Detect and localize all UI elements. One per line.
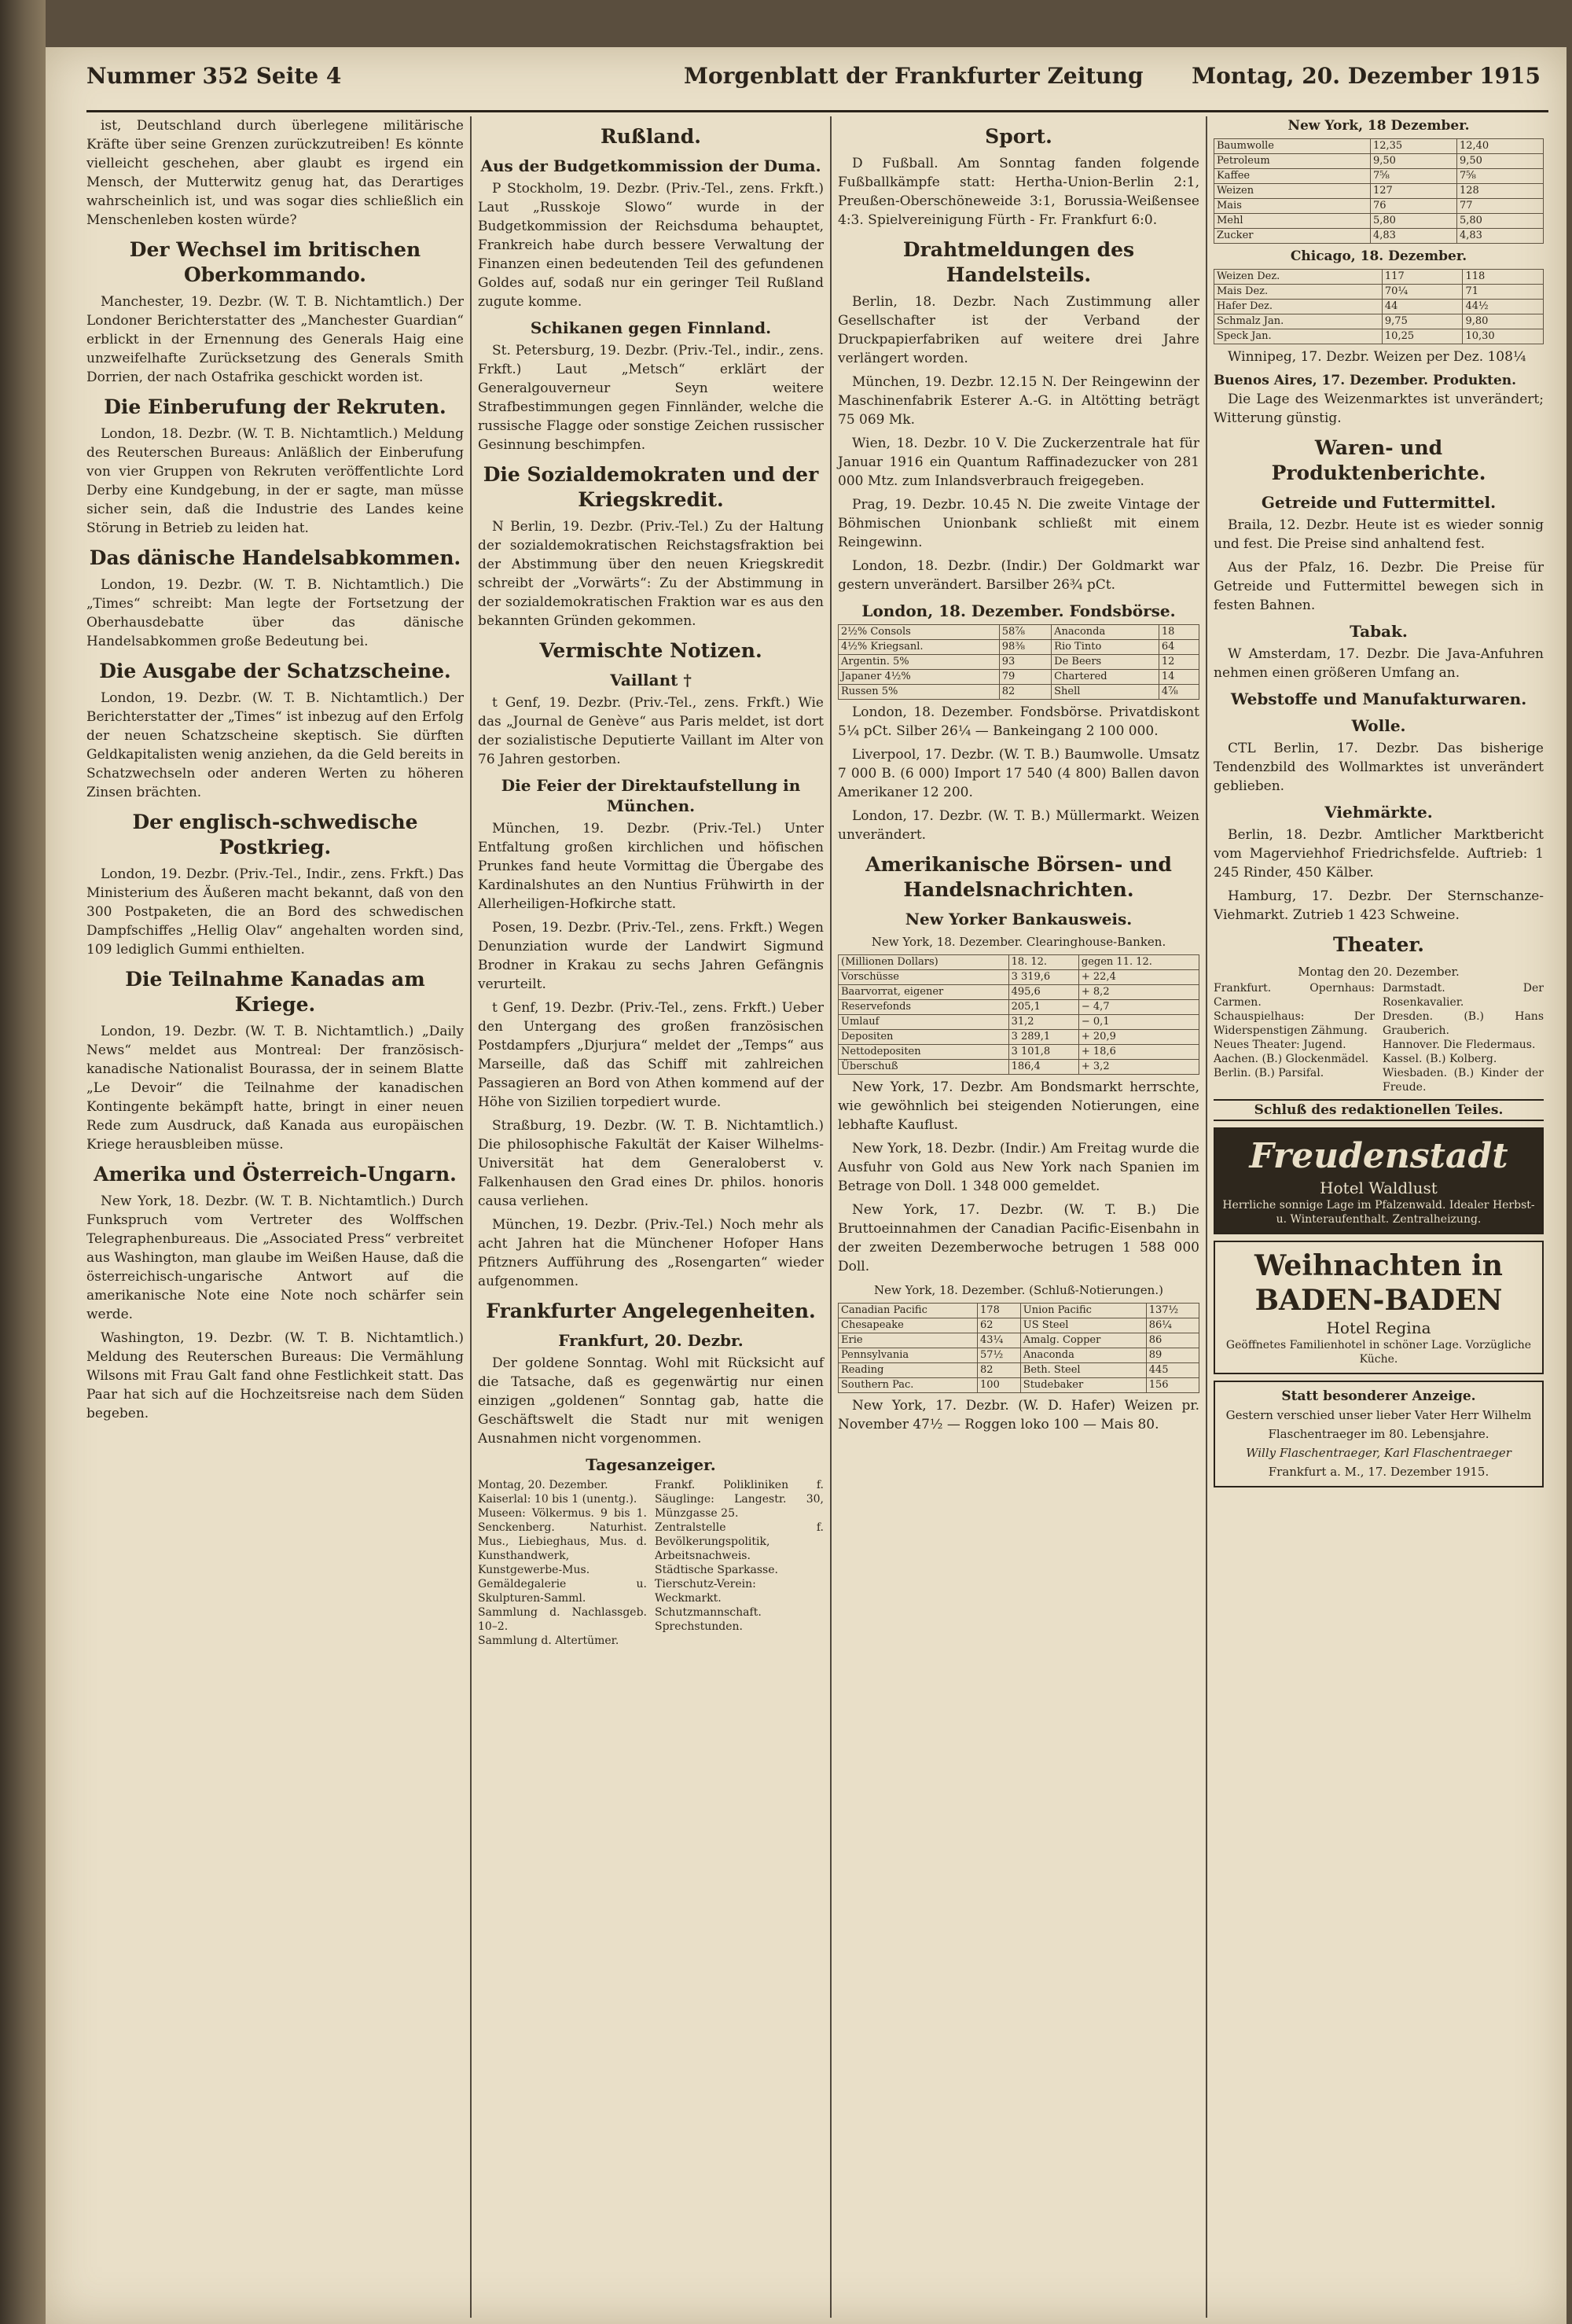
article-text: t Genf, 19. Dezbr. (Priv.-Tel., zens. Frkft.) Wie das „Journal de Genève“ aus Paris meldet, ist dort der sozialistische Deputierte Vaillant im Alter von 76 Jahren gestorben. xyxy=(478,695,824,767)
column-header: gegen 11. 12. xyxy=(1078,955,1199,970)
notice-text: Gestern verschied unser lieber Vater Herr Wilhelm Flaschentraeger im 80. Lebensjahre. xyxy=(1225,1408,1532,1441)
article-text: London, 19. Dezbr. (W. T. B. Nichtamtlich.) Der Berichterstatter der „Times“ ist inbezug auf den Erfolg der neuen Schatzscheine skeptisch. Sie dürften Geldkapitalisten wenig anziehen, da die Geld bereits in Schatzwechseln oder anderen Werten zu höheren Zinsen brächten. xyxy=(86,690,464,800)
london-fonds-table xyxy=(838,624,1199,700)
chicago-table xyxy=(1214,269,1544,344)
headline: Frankfurter Angelegenheiten. xyxy=(486,1300,816,1322)
table-row xyxy=(839,970,1199,985)
table-cell: 18 xyxy=(1159,625,1199,640)
table-cell: 82 xyxy=(999,685,1051,700)
notice-title: Statt besonderer Anzeige. xyxy=(1281,1388,1476,1404)
article-text: Washington, 19. Dezbr. (W. T. B. Nichtamtlich.) Meldung des Reuterschen Bureaus: Die Vermählung Wilsons mit Frau Galt fand ohne Festlichkeit statt. Das Paar hat sich auf die Hochzeitsreise nach dem Süden begeben. xyxy=(86,1330,464,1421)
table-row xyxy=(839,1318,1199,1333)
article-text: Berlin, 18. Dezbr. Nach Zustimmung aller Gesellschafter ist der Verband der Druckpapierfabriken auf weitere drei Jahre verlängert worden. xyxy=(838,294,1199,366)
table-cell: Russen 5% xyxy=(839,685,1000,700)
table-row xyxy=(839,685,1199,700)
table-row xyxy=(1214,214,1544,229)
table-cell: 127 xyxy=(1370,184,1456,199)
headline: Die Sozialdemokraten und der Kriegskredit. xyxy=(483,463,819,511)
article-text: D Fußball. Am Sonntag fanden folgende Fußballkämpfe statt: Hertha-Union-Berlin 2:1, Preußen-Oberschöneweide 3:1, Borussia-Weißensee 4:3. Spielvereinigung Fürth - Fr. Frankfurt 6:0. xyxy=(838,156,1199,228)
headline: Vermischte Notizen. xyxy=(539,639,762,662)
table-row xyxy=(839,1333,1199,1348)
ad-text: Herrliche sonnige Lage im Pfalzenwald. Idealer Herbst- u. Winteraufenthalt. Zentralheizung. xyxy=(1222,1199,1535,1226)
table-cell: Shell xyxy=(1052,685,1159,700)
table-cell: Mehl xyxy=(1214,214,1371,229)
table-title: New York, 18 Dezember. xyxy=(1287,118,1470,134)
article-text: Winnipeg, 17. Dezbr. Weizen per Dez. 108¼ xyxy=(1228,349,1526,365)
table-cell: 76 xyxy=(1370,199,1456,214)
death-notice xyxy=(1214,1381,1544,1487)
table-cell: 12 xyxy=(1159,655,1199,670)
article-text: London, 19. Dezbr. (Priv.-Tel., Indir., zens. Frkft.) Das Ministerium des Äußeren macht bekannt, daß von den 300 Postpaketen, die an Bord des schwedischen Dampfschiffes „Hellig Olav“ angehalten worden sind, 109 lediglich Gummi enthielten. xyxy=(86,866,464,958)
table-cell: Mais Dez. xyxy=(1214,285,1383,300)
article-text: Hamburg, 17. Dezbr. Der Sternschanze-Viehmarkt. Zutrieb 1 423 Schweine. xyxy=(1214,888,1544,923)
headline: Der Wechsel im britischen Oberkommando. xyxy=(129,238,421,286)
article-text: München, 19. Dezbr. (Priv.-Tel.) Unter Entfaltung großen kirchlichen und höfischen Prunkes fand heute Vormittag die Übergabe des Kardinalshutes an den Nuntius Frühwirth in der Allerheiligen-Hofkirche statt. xyxy=(478,821,824,912)
table-cell: Studebaker xyxy=(1020,1378,1146,1393)
table-cell: 117 xyxy=(1382,270,1463,285)
table-cell: 178 xyxy=(978,1304,1021,1318)
editorial-end-note: Schluß des redaktionellen Teiles. xyxy=(1214,1099,1544,1121)
table-row xyxy=(1214,169,1544,184)
table-cell: Chesapeake xyxy=(839,1318,978,1333)
table-cell: 7⅝ xyxy=(1456,169,1543,184)
table-cell: 58⅞ xyxy=(999,625,1051,640)
table-row xyxy=(839,655,1199,670)
tagesanzeiger xyxy=(478,1478,824,1648)
table-cell: + 18,6 xyxy=(1078,1045,1199,1060)
article-text: Wien, 18. Dezbr. 10 V. Die Zuckerzentrale hat für Januar 1916 ein Quantum Raffinadezucker von 281 000 Mtz. zum Inlandsverbrauch freigegeben. xyxy=(838,436,1199,489)
theater-line: Berlin. (B.) Parsifal. xyxy=(1214,1067,1324,1079)
listing-line: Gemäldegalerie u. Skulpturen-Samml. xyxy=(478,1578,647,1605)
table-cell: 3 319,6 xyxy=(1008,970,1078,985)
article-text: t Genf, 19. Dezbr. (Priv.-Tel., zens. Frkft.) Ueber den Untergang des großen französischen Postdampfers „Djurjura“ meldet der „Temps“ aus Marseille, daß das Schiff mit zahlreichen Passagieren an Bord von Athen kommend auf der Höhe von Sizilien torpediert wurde. xyxy=(478,1000,824,1110)
table-cell: 10,25 xyxy=(1382,329,1463,344)
table-cell: 93 xyxy=(999,655,1051,670)
article-text: New York, 17. Dezbr. (W. T. B.) Die Bruttoeinnahmen der Canadian Pacific-Eisenbahn in der zweiten Dezemberwoche betrugen 1 588 000 Doll. xyxy=(838,1202,1199,1274)
table-cell: 2½% Consols xyxy=(839,625,1000,640)
table-cell: 98⅜ xyxy=(999,640,1051,655)
table-cell: Schmalz Jan. xyxy=(1214,314,1383,329)
paper-name: Morgenblatt der Frankfurter Zeitung xyxy=(684,63,1144,89)
subheadline: Frankfurt, 20. Dezbr. xyxy=(558,1331,744,1350)
table-cell: Vorschüsse xyxy=(839,970,1009,985)
table-cell: Baumwolle xyxy=(1214,139,1371,154)
column-3 xyxy=(838,116,1199,1439)
table-cell: 9,80 xyxy=(1463,314,1544,329)
table-cell: 12,40 xyxy=(1456,139,1543,154)
table-cell: Amalg. Copper xyxy=(1020,1333,1146,1348)
table-cell: 9,50 xyxy=(1456,154,1543,169)
article-text: St. Petersburg, 19. Dezbr. (Priv.-Tel., indir., zens. Frkft.) Laut „Metsch“ erklärt der Generalgouverneur Seyn weitere Strafbestimmungen gegen Finnländer, welche die russische Flagge oder sonstige Zeichen russischer Gesinnung beschimpfen. xyxy=(478,343,824,453)
table-cell: 12,35 xyxy=(1370,139,1456,154)
theater-listings xyxy=(1214,981,1544,1094)
listing-line: Museen: Völkermus. 9 bis 1. Senckenberg. Naturhist. Mus., Liebieghaus, Mus. d. Kunsthandwerk, Kunstgewerbe-Mus. xyxy=(478,1507,647,1576)
table-cell: Baarvorrat, eigener xyxy=(839,985,1009,1000)
column-header: 18. 12. xyxy=(1008,955,1078,970)
headline: Die Einberufung der Rekruten. xyxy=(104,395,446,418)
headline: Die Ausgabe der Schatzscheine. xyxy=(99,660,451,682)
ad-subtitle: Hotel Waldlust xyxy=(1320,1179,1438,1197)
theater-line: Hannover. Die Fledermaus. xyxy=(1383,1039,1536,1051)
headline: Amerika und Österreich-Ungarn. xyxy=(94,1163,457,1186)
table-cell: 10,30 xyxy=(1463,329,1544,344)
listing-line: Städtische Sparkasse. xyxy=(655,1564,778,1576)
theater-line: Dresden. (B.) Hans Grauberich. xyxy=(1383,1010,1544,1037)
article-text: Der goldene Sonntag. Wohl mit Rücksicht auf die Tatsache, daß es gegenwärtig nur einen einzigen „goldenen“ Sonntag gab, hatte die Geschäftswelt die Stadt nur mit wenigen Ausnahmen nicht vorgenommen. xyxy=(478,1355,824,1447)
theater-date: Montag den 20. Dezember. xyxy=(1298,965,1460,979)
issue-date: Montag, 20. Dezember 1915 xyxy=(1192,63,1541,89)
article-text: New York, 17. Dezbr. Am Bondsmarkt herrschte, wie gewöhnlich bei steigenden Notierungen, eine lebhafte Kauflust. xyxy=(838,1079,1199,1133)
article-text: CTL Berlin, 17. Dezbr. Das bisherige Tendenzbild des Wollmarktes ist unverändert geblieben. xyxy=(1214,741,1544,794)
table-cell: 4,83 xyxy=(1370,229,1456,244)
table-cell: + 20,9 xyxy=(1078,1030,1199,1045)
table-cell: + 8,2 xyxy=(1078,985,1199,1000)
article-text: London, 19. Dezbr. (W. T. B. Nichtamtlich.) Die „Times“ schreibt: Man legte der Fortsetzung der Oberhausdebatte über das dänische Handelsabkommen große Bedeutung bei. xyxy=(86,577,464,649)
table-cell: 100 xyxy=(978,1378,1021,1393)
subheadline: Wolle. xyxy=(1351,716,1406,735)
theater-line: Aachen. (B.) Glockenmädel. xyxy=(1214,1053,1369,1065)
table-cell: Depositen xyxy=(839,1030,1009,1045)
baden-advertisement xyxy=(1214,1241,1544,1374)
column-4 xyxy=(1214,116,1544,1494)
subheadline: Webstoffe und Manufakturwaren. xyxy=(1230,689,1527,708)
article-text: Braila, 12. Dezbr. Heute ist es wieder sonnig und fest. Die Preise sind anhaltend fest. xyxy=(1214,517,1544,552)
subheadline: Aus der Budgetkommission der Duma. xyxy=(480,156,821,175)
closing-quotes-table xyxy=(838,1303,1199,1393)
article-lead: ist, Deutschland durch überlegene militärische Kräfte über seine Grenzen zurückzutreiben! Es könnte vielleicht geschehen, aber glaubt es irgend ein Mensch, der Mutterwitz genug hat, das Derartiges wahrscheinlich ist, und was sogar dies schließlich ein Menschenleben kosten würde? xyxy=(86,118,464,228)
table-cell: Southern Pac. xyxy=(839,1378,978,1393)
ad-subtitle: Hotel Regina xyxy=(1326,1318,1431,1337)
table-cell: 43¼ xyxy=(978,1333,1021,1348)
table-row xyxy=(839,1030,1199,1045)
article-text: New York, 17. Dezbr. (W. D. Hafer) Weizen pr. November 47½ — Roggen loko 100 — Mais 80. xyxy=(838,1398,1199,1432)
column-rule xyxy=(470,116,472,2318)
table-title: Chicago, 18. Dezember. xyxy=(1290,248,1467,264)
table-row xyxy=(839,1000,1199,1015)
table-row xyxy=(839,625,1199,640)
article-text: Aus der Pfalz, 16. Dezbr. Die Preise für Getreide und Futtermittel bewegen sich in festen Bahnen. xyxy=(1214,560,1544,613)
ad-headline: Freudenstadt xyxy=(1249,1136,1508,1176)
table-cell: 31,2 xyxy=(1008,1015,1078,1030)
table-cell: Japaner 4½% xyxy=(839,670,1000,685)
subheadline: Vaillant † xyxy=(610,671,692,689)
table-cell: Chartered xyxy=(1052,670,1159,685)
listing-line: Montag, 20. Dezember. xyxy=(478,1479,608,1491)
table-row xyxy=(839,985,1199,1000)
table-cell: Anaconda xyxy=(1052,625,1159,640)
table-cell: Zucker xyxy=(1214,229,1371,244)
table-cell: 86 xyxy=(1146,1333,1199,1348)
table-cell: 7⅝ xyxy=(1370,169,1456,184)
article-text: London, 18. Dezember. Fondsbörse. Privatdiskont 5¼ pCt. Silber 26¼ — Bankeingang 2 100 000. xyxy=(838,704,1199,739)
table-cell: + 22,4 xyxy=(1078,970,1199,985)
listing-line: Tierschutz-Verein: Weckmarkt. xyxy=(655,1578,756,1605)
table-row xyxy=(1214,199,1544,214)
subheadline: Tabak. xyxy=(1350,622,1408,641)
table-cell: 89 xyxy=(1146,1348,1199,1363)
page-number: Nummer 352 Seite 4 xyxy=(86,63,342,89)
table-row xyxy=(1214,300,1544,314)
theater-headline: Theater. xyxy=(1333,933,1424,956)
table-cell: 4,83 xyxy=(1456,229,1543,244)
table-cell: Petroleum xyxy=(1214,154,1371,169)
headline: Die Teilnahme Kanadas am Kriege. xyxy=(125,968,425,1016)
table-cell: 14 xyxy=(1159,670,1199,685)
table-cell: 445 xyxy=(1146,1363,1199,1378)
hotel-advertisement xyxy=(1214,1127,1544,1234)
table-cell: 3 289,1 xyxy=(1008,1030,1078,1045)
theater-line: Frankfurt. Opernhaus: Carmen. xyxy=(1214,982,1375,1009)
table-cell: 9,50 xyxy=(1370,154,1456,169)
table-cell: Weizen xyxy=(1214,184,1371,199)
subheadline: Die Feier der Direktaufstellung in München. xyxy=(501,776,801,815)
subheadline: Tagesanzeiger. xyxy=(586,1455,716,1474)
table-row xyxy=(1214,329,1544,344)
listing-line: Sprechstunden. xyxy=(655,1620,743,1633)
subheadline: Getreide und Futtermittel. xyxy=(1261,493,1497,512)
table-cell: US Steel xyxy=(1020,1318,1146,1333)
notice-signature: Willy Flaschentraeger, Karl Flaschentraeger xyxy=(1246,1446,1511,1460)
article-text: München, 19. Dezbr. 12.15 N. Der Reingewinn der Maschinenfabrik Esterer A.-G. in Altötting beträgt 75 069 Mk. xyxy=(838,374,1199,428)
column-2 xyxy=(478,116,824,1648)
table-row xyxy=(1214,270,1544,285)
listing-line: Zentralstelle f. Bevölkerungspolitik, Arbeitsnachweis. xyxy=(655,1521,824,1562)
headline: Waren- und Produktenberichte. xyxy=(1271,436,1486,484)
listing-line: Frankf. Polikliniken f. Säuglinge: Langestr. 30, Münzgasse 25. xyxy=(655,1479,824,1520)
ad-text: Geöffnetes Familienhotel in schöner Lage. Vorzügliche Küche. xyxy=(1225,1339,1532,1366)
table-title: New York, 18. Dezember. (Schluß-Notierungen.) xyxy=(874,1283,1163,1297)
article-text: W Amsterdam, 17. Dezbr. Die Java-Anfuhren nehmen einen größeren Umfang an. xyxy=(1214,646,1544,681)
masthead-rule xyxy=(86,110,1548,112)
article-text: London, 18. Dezbr. (W. T. B. Nichtamtlich.) Meldung des Reuterschen Bureaus: Anläßlich der Einberufung von vier Gruppen von Rekruten veröffentlichte Lord Derby eine Kundgebung, in der er sagte, man müsse sicher sein, daß die Industrie des Landes keine Störung in Betrieb zu leiden hat. xyxy=(86,426,464,536)
headline: Der englisch-schwedische Postkrieg. xyxy=(132,811,418,859)
subheadline: Viehmärkte. xyxy=(1324,803,1433,822)
table-cell: 128 xyxy=(1456,184,1543,199)
listing-line: Schutzmannschaft. xyxy=(655,1606,762,1619)
table-cell: − 4,7 xyxy=(1078,1000,1199,1015)
book-binding xyxy=(0,0,46,2324)
table-cell: Rio Tinto xyxy=(1052,640,1159,655)
headline: Amerikanische Börsen- und Handelsnachrichten. xyxy=(865,853,1172,901)
headline: Sport. xyxy=(985,125,1052,148)
table-cell: 4½% Kriegsanl. xyxy=(839,640,1000,655)
column-1 xyxy=(86,116,464,1428)
listing-line: Sammlung d. Altertümer. xyxy=(478,1635,619,1647)
listing-line: Kaiserlal: 10 bis 1 (unentg.). xyxy=(478,1493,637,1506)
article-text: Posen, 19. Dezbr. (Priv.-Tel., zens. Frkft.) Wegen Denunziation wurde der Landwirt Sigmund Brodner in Krakau zu sechs Jahren Gefängnis verurteilt. xyxy=(478,920,824,992)
article-text: P Stockholm, 19. Dezbr. (Priv.-Tel., zens. Frkft.) Laut „Russkoje Slowo“ wurde in der Budgetkommission der Reichsduma behauptet, Frankreich habe durch bessere Verwaltung der Finanzen einen bedeutenden Teil des gefundenen Goldes auf, sodaß nur ein geringer Teil Rußland zugute komme. xyxy=(478,181,824,310)
table-cell: Pennsylvania xyxy=(839,1348,978,1363)
article-text: München, 19. Dezbr. (Priv.-Tel.) Noch mehr als acht Jahren hat die Münchener Hofoper Hans Pfitzners Aufführung des „Rosengarten“ wieder aufgenommen. xyxy=(478,1217,824,1289)
table-cell: 57½ xyxy=(978,1348,1021,1363)
column-header: (Millionen Dollars) xyxy=(839,955,1009,970)
table-row xyxy=(1214,285,1544,300)
table-cell: 62 xyxy=(978,1318,1021,1333)
table-cell: Nettodepositen xyxy=(839,1045,1009,1060)
table-row xyxy=(839,670,1199,685)
table-cell: 3 101,8 xyxy=(1008,1045,1078,1060)
theater-line: Schauspielhaus: Der Widerspenstigen Zähmung. xyxy=(1214,1010,1375,1037)
table-cell: Umlauf xyxy=(839,1015,1009,1030)
table-cell: Erie xyxy=(839,1333,978,1348)
table-cell: Canadian Pacific xyxy=(839,1304,978,1318)
theater-line: Neues Theater: Jugend. xyxy=(1214,1039,1346,1051)
theater-line: Darmstadt. Der Rosenkavalier. xyxy=(1383,982,1544,1009)
table-cell: Weizen Dez. xyxy=(1214,270,1383,285)
ad-headline: Weihnachten in BADEN-BADEN xyxy=(1254,1249,1503,1317)
table-cell: 44½ xyxy=(1463,300,1544,314)
table-cell: 186,4 xyxy=(1008,1060,1078,1075)
table-cell: 9,75 xyxy=(1382,314,1463,329)
table-row xyxy=(1214,184,1544,199)
table-cell: + 3,2 xyxy=(1078,1060,1199,1075)
table-row xyxy=(839,1348,1199,1363)
table-row xyxy=(839,1015,1199,1030)
listing-line: Sammlung d. Nachlassgeb. 10–2. xyxy=(478,1606,647,1633)
article-text: London, 19. Dezbr. (W. T. B. Nichtamtlich.) „Daily News“ meldet aus Montreal: Der französisch-kanadische Nationalist Bourassa, der in seinem Blatte „Le Devoir“ die Teilnahme der kanadischen Kontingente bekämpft hatte, bringt in einer neuen Rede zum Ausdruck, daß Kanada aus europäischen Kriege herausbleiben müsse. xyxy=(86,1024,464,1153)
table-row xyxy=(839,1045,1199,1060)
table-cell: Mais xyxy=(1214,199,1371,214)
table-cell: Kaffee xyxy=(1214,169,1371,184)
table-cell: Hafer Dez. xyxy=(1214,300,1383,314)
table-cell: 5,80 xyxy=(1370,214,1456,229)
article-text: Liverpool, 17. Dezbr. (W. T. B.) Baumwolle. Umsatz 7 000 B. (6 000) Import 17 540 (4 800) Ballen davon Amerikaner 12 200. xyxy=(838,747,1199,800)
headline: Rußland. xyxy=(600,125,701,148)
table-row xyxy=(839,640,1199,655)
table-cell: 82 xyxy=(978,1363,1021,1378)
theater-line: Wiesbaden. (B.) Kinder der Freude. xyxy=(1383,1067,1544,1094)
article-text: N Berlin, 19. Dezbr. (Priv.-Tel.) Zu der Haltung der sozialdemokratischen Reichstagsfraktion bei der Abstimmung über den neuen Kriegskredit schreibt der „Vorwärts“: Zu der Abstimmung in der sozialdemokratischen Fraktion war es aus den bekannten Gründen gekommen. xyxy=(478,519,824,629)
new-york-commodity-table xyxy=(1214,138,1544,244)
table-cell: 86¼ xyxy=(1146,1318,1199,1333)
article-text: Die Lage des Weizenmarktes ist unverändert; Witterung günstig. xyxy=(1214,392,1544,426)
article-text: Manchester, 19. Dezbr. (W. T. B. Nichtamtlich.) Der Londoner Berichterstatter des „Manchester Guardian“ erblickt in der Ernennung des Generals Haig eine unzweifelhafte Zurücksetzung des Generals Smith Dorrien, der nach Ostafrika geschickt worden ist. xyxy=(86,294,464,385)
article-text: Prag, 19. Dezbr. 10.45 N. Die zweite Vintage der Böhmischen Unionbank schließt mit einem Reingewinn. xyxy=(838,497,1199,550)
table-cell: 79 xyxy=(999,670,1051,685)
table-row xyxy=(839,1304,1199,1318)
table-cell: − 0,1 xyxy=(1078,1015,1199,1030)
headline: Drahtmeldungen des Handelsteils. xyxy=(902,238,1135,286)
table-cell: 5,80 xyxy=(1456,214,1543,229)
table-cell: Anaconda xyxy=(1020,1348,1146,1363)
subheadline: New Yorker Bankausweis. xyxy=(905,910,1133,928)
table-row xyxy=(1214,314,1544,329)
table-cell: Beth. Steel xyxy=(1020,1363,1146,1378)
subheadline: Schikanen gegen Finnland. xyxy=(530,318,772,337)
table-cell: De Beers xyxy=(1052,655,1159,670)
article-text: Berlin, 18. Dezbr. Amtlicher Marktbericht vom Magerviehhof Friedrichsfelde. Auftrieb: 1 245 Rinder, 450 Kälber. xyxy=(1214,827,1544,881)
column-rule xyxy=(830,116,832,2318)
table-cell: 70¼ xyxy=(1382,285,1463,300)
table-cell: 156 xyxy=(1146,1378,1199,1393)
table-cell: 71 xyxy=(1463,285,1544,300)
article-text: New York, 18. Dezbr. (Indir.) Am Freitag wurde die Ausfuhr von Gold aus New York nach Spanien im Betrage von Doll. 1 348 000 gemeldet. xyxy=(838,1141,1199,1194)
table-cell: Reading xyxy=(839,1363,978,1378)
tagesanzeiger-right xyxy=(655,1478,824,1648)
market-title: Buenos Aires, 17. Dezember. Produkten. xyxy=(1214,373,1517,388)
table-cell: Union Pacific xyxy=(1020,1304,1146,1318)
table-cell: 205,1 xyxy=(1008,1000,1078,1015)
table-cell: 64 xyxy=(1159,640,1199,655)
table-cell: Reservefonds xyxy=(839,1000,1009,1015)
table-cell: 495,6 xyxy=(1008,985,1078,1000)
article-text: Straßburg, 19. Dezbr. (W. T. B. Nichtamtlich.) Die philosophische Fakultät der Kaiser Wilhelms-Universität hat dem Generaloberst v. Falkenhausen den Grad eines Dr. philos. honoris causa verliehen. xyxy=(478,1118,824,1209)
table-cell: Speck Jan. xyxy=(1214,329,1383,344)
headline: Das dänische Handelsabkommen. xyxy=(89,546,461,569)
table-row xyxy=(1214,229,1544,244)
article-text: London, 17. Dezbr. (W. T. B.) Müllermarkt. Weizen unverändert. xyxy=(838,808,1199,843)
table-row xyxy=(839,1378,1199,1393)
table-cell: 137½ xyxy=(1146,1304,1199,1318)
article-text: New York, 18. Dezbr. (W. T. B. Nichtamtlich.) Durch Funkspruch vom Vertreter des Wolffschen Telegraphenbureaus. Die „Associated Press“ verbreitet aus Washington, man glaube im Weißen Hause, daß die österreichisch-ungarische Antwort auf die amerikanische Note eine Note noch schärfer sein werde. xyxy=(86,1193,464,1322)
table-row xyxy=(1214,139,1544,154)
table-header-row xyxy=(839,955,1199,970)
table-title: New York, 18. Dezember. Clearinghouse-Banken. xyxy=(871,935,1166,949)
column-rule xyxy=(1206,116,1207,2318)
table-cell: 118 xyxy=(1463,270,1544,285)
table-cell: 44 xyxy=(1382,300,1463,314)
theater-line: Kassel. (B.) Kolberg. xyxy=(1383,1053,1497,1065)
table-cell: Argentin. 5% xyxy=(839,655,1000,670)
table-row xyxy=(839,1363,1199,1378)
clearinghouse-table xyxy=(838,954,1199,1075)
table-cell: Überschuß xyxy=(839,1060,1009,1075)
notice-place: Frankfurt a. M., 17. Dezember 1915. xyxy=(1268,1465,1489,1479)
table-row xyxy=(1214,154,1544,169)
table-row xyxy=(839,1060,1199,1075)
tagesanzeiger-left xyxy=(478,1478,647,1648)
table-cell: 4⅞ xyxy=(1159,685,1199,700)
table-title: London, 18. Dezember. Fondsbörse. xyxy=(861,601,1176,620)
article-text: London, 18. Dezbr. (Indir.) Der Goldmarkt war gestern unverändert. Barsilber 26¾ pCt. xyxy=(838,558,1199,593)
table-cell: 77 xyxy=(1456,199,1543,214)
